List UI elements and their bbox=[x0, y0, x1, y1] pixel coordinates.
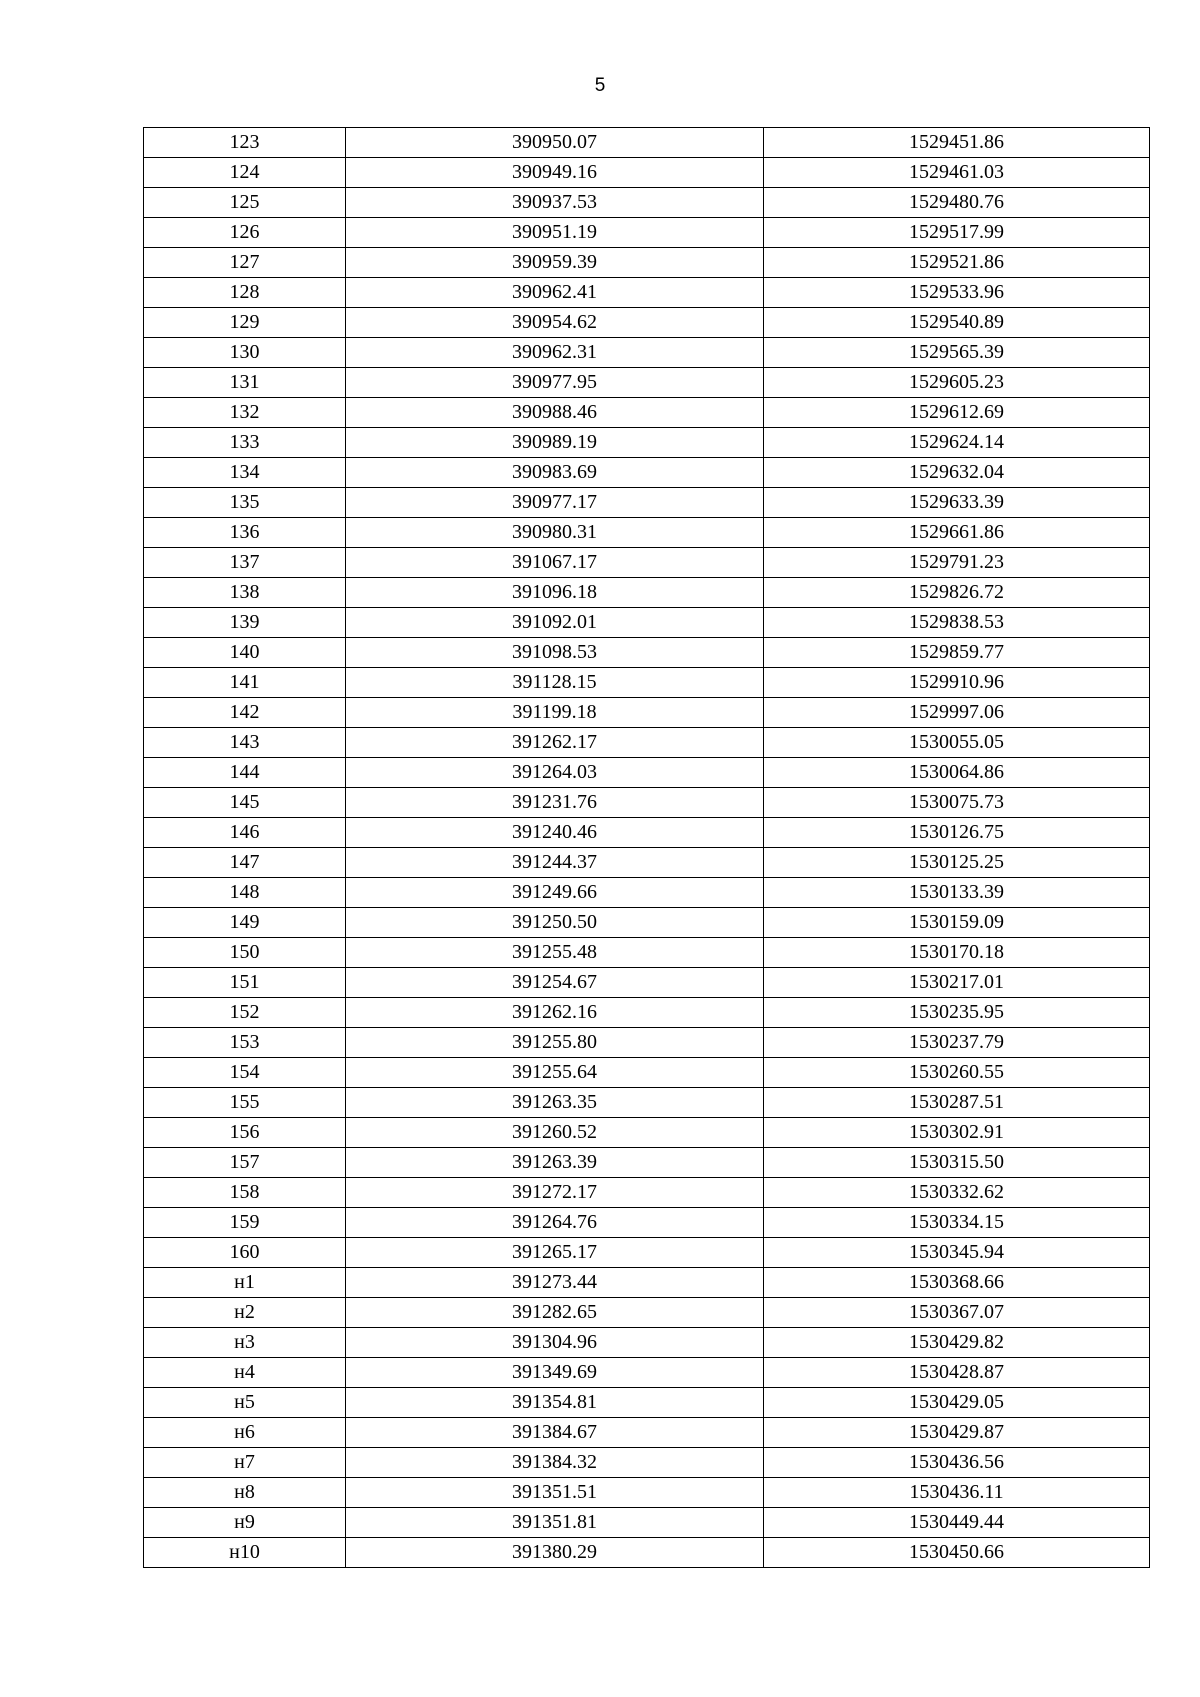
y-coordinate-cell: 1529910.96 bbox=[764, 668, 1150, 698]
table-row bbox=[144, 638, 1150, 668]
y-coordinate-cell: 1530126.75 bbox=[764, 818, 1150, 848]
y-coordinate-cell: 1530449.44 bbox=[764, 1508, 1150, 1538]
y-coordinate-cell: 1530287.51 bbox=[764, 1088, 1150, 1118]
point-number-cell: н1 bbox=[144, 1268, 346, 1298]
table-row bbox=[144, 1028, 1150, 1058]
y-coordinate-cell: 1530064.86 bbox=[764, 758, 1150, 788]
point-number-cell: 128 bbox=[144, 278, 346, 308]
y-coordinate-cell: 1530133.39 bbox=[764, 878, 1150, 908]
table-row bbox=[144, 548, 1150, 578]
y-coordinate-cell: 1530125.25 bbox=[764, 848, 1150, 878]
y-coordinate-cell: 1530302.91 bbox=[764, 1118, 1150, 1148]
point-number-cell: 140 bbox=[144, 638, 346, 668]
y-coordinate-cell: 1529826.72 bbox=[764, 578, 1150, 608]
x-coordinate-cell: 391262.16 bbox=[346, 998, 764, 1028]
y-coordinate-cell: 1529540.89 bbox=[764, 308, 1150, 338]
point-number-cell: 157 bbox=[144, 1148, 346, 1178]
table-row bbox=[144, 1298, 1150, 1328]
table-row bbox=[144, 398, 1150, 428]
y-coordinate-cell: 1530260.55 bbox=[764, 1058, 1150, 1088]
x-coordinate-cell: 391067.17 bbox=[346, 548, 764, 578]
x-coordinate-cell: 391250.50 bbox=[346, 908, 764, 938]
point-number-cell: н10 bbox=[144, 1538, 346, 1568]
y-coordinate-cell: 1530367.07 bbox=[764, 1298, 1150, 1328]
x-coordinate-cell: 391255.80 bbox=[346, 1028, 764, 1058]
point-number-cell: 146 bbox=[144, 818, 346, 848]
x-coordinate-cell: 391255.48 bbox=[346, 938, 764, 968]
point-number-cell: 144 bbox=[144, 758, 346, 788]
table-row bbox=[144, 1118, 1150, 1148]
y-coordinate-cell: 1529461.03 bbox=[764, 158, 1150, 188]
x-coordinate-cell: 391096.18 bbox=[346, 578, 764, 608]
x-coordinate-cell: 391255.64 bbox=[346, 1058, 764, 1088]
y-coordinate-cell: 1529791.23 bbox=[764, 548, 1150, 578]
y-coordinate-cell: 1530334.15 bbox=[764, 1208, 1150, 1238]
y-coordinate-cell: 1530170.18 bbox=[764, 938, 1150, 968]
x-coordinate-cell: 391351.51 bbox=[346, 1478, 764, 1508]
table-row bbox=[144, 1328, 1150, 1358]
table-row bbox=[144, 728, 1150, 758]
table-row bbox=[144, 938, 1150, 968]
table-row bbox=[144, 1508, 1150, 1538]
table-row bbox=[144, 128, 1150, 158]
y-coordinate-cell: 1529451.86 bbox=[764, 128, 1150, 158]
point-number-cell: н4 bbox=[144, 1358, 346, 1388]
x-coordinate-cell: 391351.81 bbox=[346, 1508, 764, 1538]
x-coordinate-cell: 391273.44 bbox=[346, 1268, 764, 1298]
point-number-cell: 127 bbox=[144, 248, 346, 278]
x-coordinate-cell: 390988.46 bbox=[346, 398, 764, 428]
table-row bbox=[144, 1358, 1150, 1388]
y-coordinate-cell: 1530368.66 bbox=[764, 1268, 1150, 1298]
y-coordinate-cell: 1530055.05 bbox=[764, 728, 1150, 758]
y-coordinate-cell: 1530217.01 bbox=[764, 968, 1150, 998]
y-coordinate-cell: 1530075.73 bbox=[764, 788, 1150, 818]
x-coordinate-cell: 391264.76 bbox=[346, 1208, 764, 1238]
point-number-cell: 148 bbox=[144, 878, 346, 908]
table-row bbox=[144, 668, 1150, 698]
x-coordinate-cell: 391349.69 bbox=[346, 1358, 764, 1388]
point-number-cell: 155 bbox=[144, 1088, 346, 1118]
y-coordinate-cell: 1529480.76 bbox=[764, 188, 1150, 218]
y-coordinate-cell: 1529632.04 bbox=[764, 458, 1150, 488]
table-row bbox=[144, 1178, 1150, 1208]
table-row bbox=[144, 1388, 1150, 1418]
x-coordinate-cell: 391263.39 bbox=[346, 1148, 764, 1178]
x-coordinate-cell: 391244.37 bbox=[346, 848, 764, 878]
point-number-cell: 139 bbox=[144, 608, 346, 638]
point-number-cell: 125 bbox=[144, 188, 346, 218]
table-row bbox=[144, 1478, 1150, 1508]
x-coordinate-cell: 391304.96 bbox=[346, 1328, 764, 1358]
y-coordinate-cell: 1530345.94 bbox=[764, 1238, 1150, 1268]
point-number-cell: н5 bbox=[144, 1388, 346, 1418]
x-coordinate-cell: 391249.66 bbox=[346, 878, 764, 908]
point-number-cell: 153 bbox=[144, 1028, 346, 1058]
point-number-cell: н2 bbox=[144, 1298, 346, 1328]
table-row bbox=[144, 698, 1150, 728]
table-row bbox=[144, 1058, 1150, 1088]
table-row bbox=[144, 458, 1150, 488]
point-number-cell: н8 bbox=[144, 1478, 346, 1508]
y-coordinate-cell: 1530429.87 bbox=[764, 1418, 1150, 1448]
point-number-cell: 158 bbox=[144, 1178, 346, 1208]
x-coordinate-cell: 391128.15 bbox=[346, 668, 764, 698]
x-coordinate-cell: 390951.19 bbox=[346, 218, 764, 248]
x-coordinate-cell: 390937.53 bbox=[346, 188, 764, 218]
y-coordinate-cell: 1529612.69 bbox=[764, 398, 1150, 428]
point-number-cell: 123 bbox=[144, 128, 346, 158]
table-row bbox=[144, 1088, 1150, 1118]
point-number-cell: 149 bbox=[144, 908, 346, 938]
table-row bbox=[144, 278, 1150, 308]
point-number-cell: 147 bbox=[144, 848, 346, 878]
x-coordinate-cell: 391272.17 bbox=[346, 1178, 764, 1208]
x-coordinate-cell: 391264.03 bbox=[346, 758, 764, 788]
point-number-cell: 135 bbox=[144, 488, 346, 518]
x-coordinate-cell: 390962.41 bbox=[346, 278, 764, 308]
y-coordinate-cell: 1529661.86 bbox=[764, 518, 1150, 548]
table-row bbox=[144, 818, 1150, 848]
y-coordinate-cell: 1529633.39 bbox=[764, 488, 1150, 518]
table-row bbox=[144, 518, 1150, 548]
x-coordinate-cell: 391199.18 bbox=[346, 698, 764, 728]
y-coordinate-cell: 1529605.23 bbox=[764, 368, 1150, 398]
y-coordinate-cell: 1530332.62 bbox=[764, 1178, 1150, 1208]
table-row bbox=[144, 578, 1150, 608]
x-coordinate-cell: 391240.46 bbox=[346, 818, 764, 848]
x-coordinate-cell: 391098.53 bbox=[346, 638, 764, 668]
table-row bbox=[144, 1208, 1150, 1238]
x-coordinate-cell: 390950.07 bbox=[346, 128, 764, 158]
x-coordinate-cell: 391354.81 bbox=[346, 1388, 764, 1418]
x-coordinate-cell: 391384.32 bbox=[346, 1448, 764, 1478]
x-coordinate-cell: 391265.17 bbox=[346, 1238, 764, 1268]
point-number-cell: 145 bbox=[144, 788, 346, 818]
table-row bbox=[144, 1418, 1150, 1448]
x-coordinate-cell: 391260.52 bbox=[346, 1118, 764, 1148]
point-number-cell: 124 bbox=[144, 158, 346, 188]
y-coordinate-cell: 1530436.11 bbox=[764, 1478, 1150, 1508]
x-coordinate-cell: 391263.35 bbox=[346, 1088, 764, 1118]
y-coordinate-cell: 1529565.39 bbox=[764, 338, 1150, 368]
y-coordinate-cell: 1530315.50 bbox=[764, 1148, 1150, 1178]
table-row bbox=[144, 608, 1150, 638]
point-number-cell: н3 bbox=[144, 1328, 346, 1358]
point-number-cell: 142 bbox=[144, 698, 346, 728]
y-coordinate-cell: 1529517.99 bbox=[764, 218, 1150, 248]
table-row bbox=[144, 338, 1150, 368]
y-coordinate-cell: 1530159.09 bbox=[764, 908, 1150, 938]
x-coordinate-cell: 390983.69 bbox=[346, 458, 764, 488]
point-number-cell: 152 bbox=[144, 998, 346, 1028]
table-row bbox=[144, 848, 1150, 878]
y-coordinate-cell: 1529521.86 bbox=[764, 248, 1150, 278]
x-coordinate-cell: 390977.17 bbox=[346, 488, 764, 518]
x-coordinate-cell: 391380.29 bbox=[346, 1538, 764, 1568]
point-number-cell: н9 bbox=[144, 1508, 346, 1538]
table-row bbox=[144, 158, 1150, 188]
point-number-cell: 131 bbox=[144, 368, 346, 398]
point-number-cell: 160 bbox=[144, 1238, 346, 1268]
x-coordinate-cell: 390977.95 bbox=[346, 368, 764, 398]
table-row bbox=[144, 218, 1150, 248]
table-row bbox=[144, 488, 1150, 518]
point-number-cell: 137 bbox=[144, 548, 346, 578]
y-coordinate-cell: 1529533.96 bbox=[764, 278, 1150, 308]
table-row bbox=[144, 308, 1150, 338]
x-coordinate-cell: 391254.67 bbox=[346, 968, 764, 998]
x-coordinate-cell: 391262.17 bbox=[346, 728, 764, 758]
x-coordinate-cell: 390949.16 bbox=[346, 158, 764, 188]
point-number-cell: 156 bbox=[144, 1118, 346, 1148]
y-coordinate-cell: 1529838.53 bbox=[764, 608, 1150, 638]
table-row bbox=[144, 968, 1150, 998]
table-row bbox=[144, 428, 1150, 458]
x-coordinate-cell: 391384.67 bbox=[346, 1418, 764, 1448]
page-number: 5 bbox=[594, 75, 606, 96]
table-row bbox=[144, 908, 1150, 938]
table-row bbox=[144, 1448, 1150, 1478]
y-coordinate-cell: 1530235.95 bbox=[764, 998, 1150, 1028]
y-coordinate-cell: 1530429.82 bbox=[764, 1328, 1150, 1358]
point-number-cell: н7 bbox=[144, 1448, 346, 1478]
x-coordinate-cell: 390959.39 bbox=[346, 248, 764, 278]
point-number-cell: н6 bbox=[144, 1418, 346, 1448]
point-number-cell: 136 bbox=[144, 518, 346, 548]
y-coordinate-cell: 1530450.66 bbox=[764, 1538, 1150, 1568]
y-coordinate-cell: 1529624.14 bbox=[764, 428, 1150, 458]
point-number-cell: 126 bbox=[144, 218, 346, 248]
x-coordinate-cell: 391282.65 bbox=[346, 1298, 764, 1328]
y-coordinate-cell: 1529997.06 bbox=[764, 698, 1150, 728]
point-number-cell: 133 bbox=[144, 428, 346, 458]
x-coordinate-cell: 390980.31 bbox=[346, 518, 764, 548]
point-number-cell: 150 bbox=[144, 938, 346, 968]
table-row bbox=[144, 878, 1150, 908]
y-coordinate-cell: 1530428.87 bbox=[764, 1358, 1150, 1388]
coordinates-table bbox=[143, 127, 1150, 1568]
point-number-cell: 143 bbox=[144, 728, 346, 758]
point-number-cell: 132 bbox=[144, 398, 346, 428]
point-number-cell: 138 bbox=[144, 578, 346, 608]
table-row bbox=[144, 1538, 1150, 1568]
y-coordinate-cell: 1530436.56 bbox=[764, 1448, 1150, 1478]
table-row bbox=[144, 248, 1150, 278]
table-row bbox=[144, 1238, 1150, 1268]
table-row bbox=[144, 188, 1150, 218]
table-row bbox=[144, 368, 1150, 398]
table-row bbox=[144, 1268, 1150, 1298]
point-number-cell: 130 bbox=[144, 338, 346, 368]
point-number-cell: 151 bbox=[144, 968, 346, 998]
x-coordinate-cell: 391231.76 bbox=[346, 788, 764, 818]
table-row bbox=[144, 1148, 1150, 1178]
point-number-cell: 141 bbox=[144, 668, 346, 698]
table-row bbox=[144, 998, 1150, 1028]
point-number-cell: 134 bbox=[144, 458, 346, 488]
table-row bbox=[144, 788, 1150, 818]
point-number-cell: 154 bbox=[144, 1058, 346, 1088]
x-coordinate-cell: 390989.19 bbox=[346, 428, 764, 458]
x-coordinate-cell: 391092.01 bbox=[346, 608, 764, 638]
point-number-cell: 159 bbox=[144, 1208, 346, 1238]
coordinates-table-body bbox=[144, 128, 1150, 1568]
x-coordinate-cell: 390954.62 bbox=[346, 308, 764, 338]
y-coordinate-cell: 1530237.79 bbox=[764, 1028, 1150, 1058]
y-coordinate-cell: 1530429.05 bbox=[764, 1388, 1150, 1418]
y-coordinate-cell: 1529859.77 bbox=[764, 638, 1150, 668]
table-row bbox=[144, 758, 1150, 788]
point-number-cell: 129 bbox=[144, 308, 346, 338]
x-coordinate-cell: 390962.31 bbox=[346, 338, 764, 368]
